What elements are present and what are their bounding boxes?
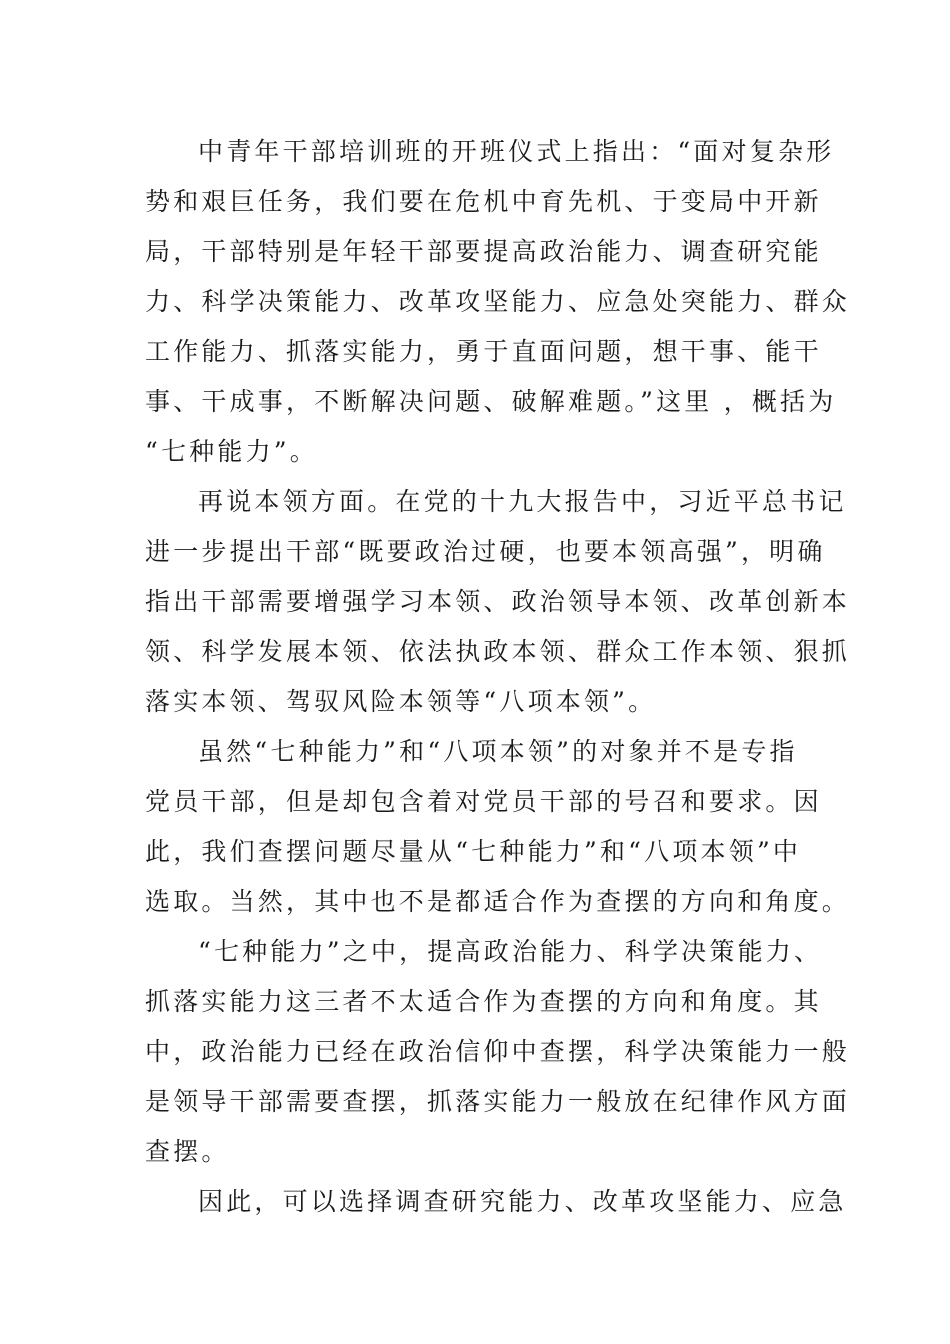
- paragraph-line: 选取。当然，其中也不是都适合作为查摆的方向和角度。: [145, 887, 851, 916]
- paragraph-line: 虽然“七种能力”和“八项本领”的对象并不是专指: [198, 737, 798, 766]
- paragraph-line: 局，干部特别是年轻干部要提高政治能力、调查研究能: [145, 237, 822, 266]
- paragraph-line: 中，政治能力已经在政治信仰中查摆，科学决策能力一般: [145, 1037, 851, 1066]
- paragraph-line: “七种能力”。: [145, 437, 318, 466]
- paragraph-line: 是领导干部需要查摆，抓落实能力一般放在纪律作风方面: [145, 1087, 851, 1116]
- paragraph-line: 党员干部，但是却包含着对党员干部的号召和要求。因: [145, 787, 822, 816]
- paragraph-line: 进一步提出干部“既要政治过硬，也要本领高强”，明确: [145, 537, 826, 566]
- paragraph-line: 中青年干部培训班的开班仪式上指出：“面对复杂形: [198, 137, 835, 166]
- paragraph-line: 力、科学决策能力、改革攻坚能力、应急处突能力、群众: [145, 287, 851, 316]
- paragraph-line: “七种能力”之中，提高政治能力、科学决策能力、: [198, 937, 823, 966]
- paragraph-line: 落实本领、驾驭风险本领等“八项本领”。: [145, 687, 657, 716]
- paragraph-line: 因此，可以选择调查研究能力、改革攻坚能力、应急: [198, 1187, 847, 1216]
- paragraph-line: 事、干成事，不断解决问题、破解难题。”这里 ，概括为: [145, 387, 837, 416]
- paragraph-line: 抓落实能力这三者不太适合作为查摆的方向和角度。其: [145, 987, 822, 1016]
- paragraph-line: 指出干部需要增强学习本领、政治领导本领、改革创新本: [145, 587, 851, 616]
- paragraph-line: 领、科学发展本领、依法执政本领、群众工作本领、狠抓: [145, 637, 851, 666]
- paragraph-line: 此，我们查摆问题尽量从“七种能力”和“八项本领”中: [145, 837, 802, 866]
- paragraph-line: 再说本领方面。在党的十九大报告中，习近平总书记: [198, 487, 847, 516]
- paragraph-line: 查摆。: [145, 1137, 230, 1166]
- paragraph-line: 工作能力、抓落实能力，勇于直面问题，想干事、能干: [145, 337, 822, 366]
- paragraph-line: 势和艰巨任务，我们要在危机中育先机、于变局中开新: [145, 187, 822, 216]
